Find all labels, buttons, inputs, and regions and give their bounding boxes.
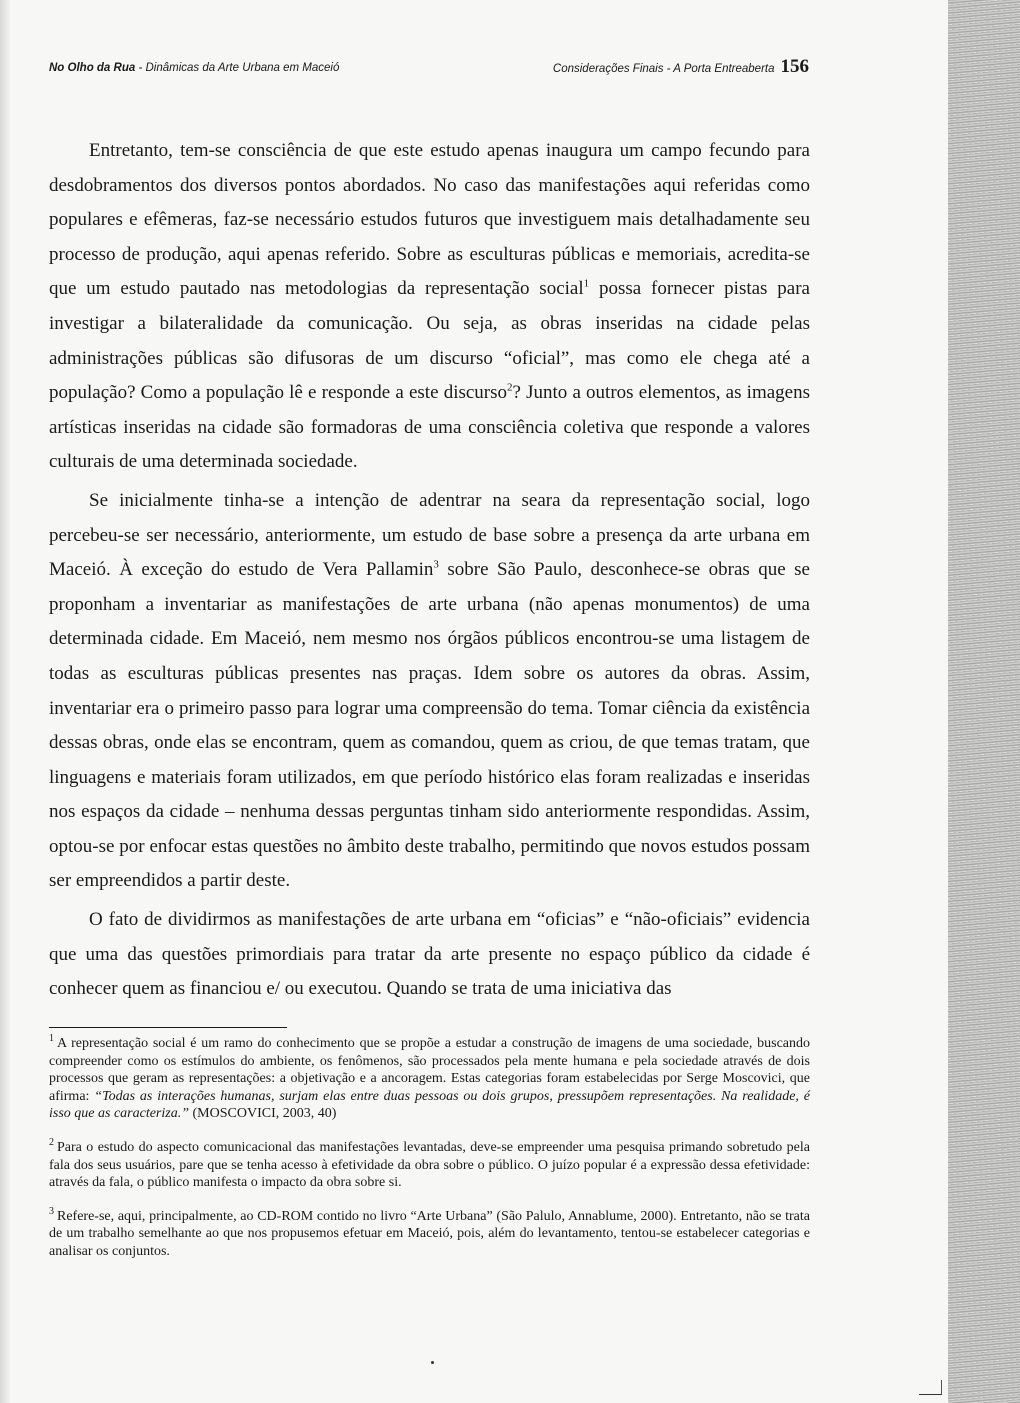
paragraph-3: O fato de dividirmos as manifestações de arte urbana em “oficias” e “não-oficiais” evidencia que uma das questões primordiais para tratar da arte presente no espaço público da cidade é conhecer quem as financiou e/ ou executou. Quando se trata de uma iniciativa das — [49, 909, 810, 1000]
body-text — [49, 134, 810, 1011]
header-book-title — [49, 62, 339, 74]
footnote-3-number: 3 — [49, 1206, 54, 1218]
paragraph-2-part-b: sobre São Paulo, desconhece-se obras que se proponham a inventariar as manifestações de arte urbana (não apenas monumentos) de uma determinada cidade. Em Maceió, nem mesmo nos órgãos públicos encontrou-se uma listagem de todas as esculturas públicas presentes nas praças. Idem sobre os autores da obras. Assim, inventariar era o primeiro passo para lograr uma compreensão do tema. Tomar ciência da existência dessas obras, onde elas se encontram, quem as comandou, quem as criou, de que temas tratam, que linguagens e materiais foram utilizados, em que período histórico elas foram realizadas e inseridas nos espaços da cidade – nenhuma dessas perguntas tinham sido anteriormente respondidas. Assim, optou-se por enfocar estas questões no âmbito deste trabalho, permitindo que novos estudos possam ser empreendidos a partir deste. — [49, 559, 810, 892]
footnote-1-citation: (MOSCOVICI, 2003, 40) — [189, 1106, 337, 1122]
page-number: 156 — [780, 56, 809, 77]
footnote-1-number: 1 — [49, 1033, 54, 1045]
footnote-1-text: A representação social é um ramo do conhecimento que se propõe a estudar a construção de imagens de uma sociedade, buscando compreender como os estímulos do ambiente, os fenômenos, são processados pela mente humana e pela sociedade através de dois processos que geram as representações: a objetivação e a ancoragem. Estas categorias foram estabelecidas por Serge Moscovici, que afirma: — [49, 1036, 810, 1104]
footnotes — [49, 1035, 810, 1277]
running-header — [49, 56, 809, 84]
corner-ink-mark — [919, 1380, 942, 1395]
footnote-3 — [49, 1208, 810, 1261]
paragraph-1 — [49, 134, 810, 480]
scan-edge-right — [948, 0, 1020, 1403]
header-chapter — [553, 56, 809, 78]
paragraph-2 — [49, 484, 810, 899]
paragraph-1-part-c: ? Junto a outros elementos, as imagens artísticas inseridas na cidade são formadoras de uma consciência coletiva que responde a valores culturais de uma determinada sociedade. — [49, 382, 810, 473]
footnote-1 — [49, 1035, 810, 1123]
footnote-1-quote: “Todas as interações humanas, surjam elas entre duas pessoas ou dois grupos, pressupõem representações. Na realidade, é isso que as caracteriza.” — [49, 1088, 810, 1122]
footnote-3-text: Refere-se, aqui, principalmente, ao CD-ROM contido no livro “Arte Urbana” (São Palulo, Annablume, 2000). Entretanto, não se trata de um trabalho semelhante ao que nos propusemos efetuar em Maceió, pois, além do levantamento, tentou-se estabelecer categorias e analisar os conjuntos. — [49, 1208, 810, 1259]
footnote-ref-2: 2 — [507, 381, 513, 394]
footnote-ref-3: 3 — [433, 558, 439, 571]
footnote-ref-1: 1 — [583, 278, 590, 291]
stray-ink-mark — [431, 1361, 434, 1364]
header-chapter-title: Considerações Finais - A Porta Entreaberta — [552, 63, 775, 75]
header-book-title-bold: No Olho da Rua — [49, 62, 136, 74]
footnote-2-text: Para o estudo do aspecto comunicacional das manifestações levantadas, deve-se empreender uma pesquisa primando sobretudo pela fala dos seus usuários, pare que se tenha acesso à efetividade da obra sobre o público. O juízo popular é a expressão dessa efetividade: através da fala, o público manifesta o impacto da obra sobre si. — [49, 1139, 810, 1191]
footnote-2-number: 2 — [49, 1137, 54, 1149]
scan-edge-left — [0, 0, 10, 1403]
footnote-separator — [49, 1027, 287, 1028]
paragraph-1-part-b: possa fornecer pistas para investigar a bilateralidade da comunicação. Ou seja, as obras inseridas na cidade pelas administrações públicas são difusoras de um discurso “oficial”, mas como ele chega até a população? Como a população lê e responde a este discurso — [49, 278, 810, 404]
paragraph-2-part-a: Se inicialmente tinha-se a intenção de adentrar na seara da representação social, logo percebeu-se ser necessário, anteriormente, um estudo de base sobre a presença da arte urbana em Maceió. À exceção do estudo de Vera Pallamin — [49, 489, 810, 581]
footnote-2 — [49, 1139, 810, 1192]
paragraph-1-part-a: Entretanto, tem-se consciência de que este estudo apenas inaugura um campo fecundo para desdobramentos dos diversos pontos abordados. No caso das manifestações aqui referidas como populares e efêmeras, faz-se necessário estudos futuros que investiguem mais detalhadamente seu processo de produção, aqui apenas referido. Sobre as esculturas públicas e memoriais, acredita-se que um estudo pautado nas metodologias da representação social — [49, 140, 810, 300]
header-book-title-rest: - Dinâmicas da Arte Urbana em Maceió — [135, 62, 340, 74]
